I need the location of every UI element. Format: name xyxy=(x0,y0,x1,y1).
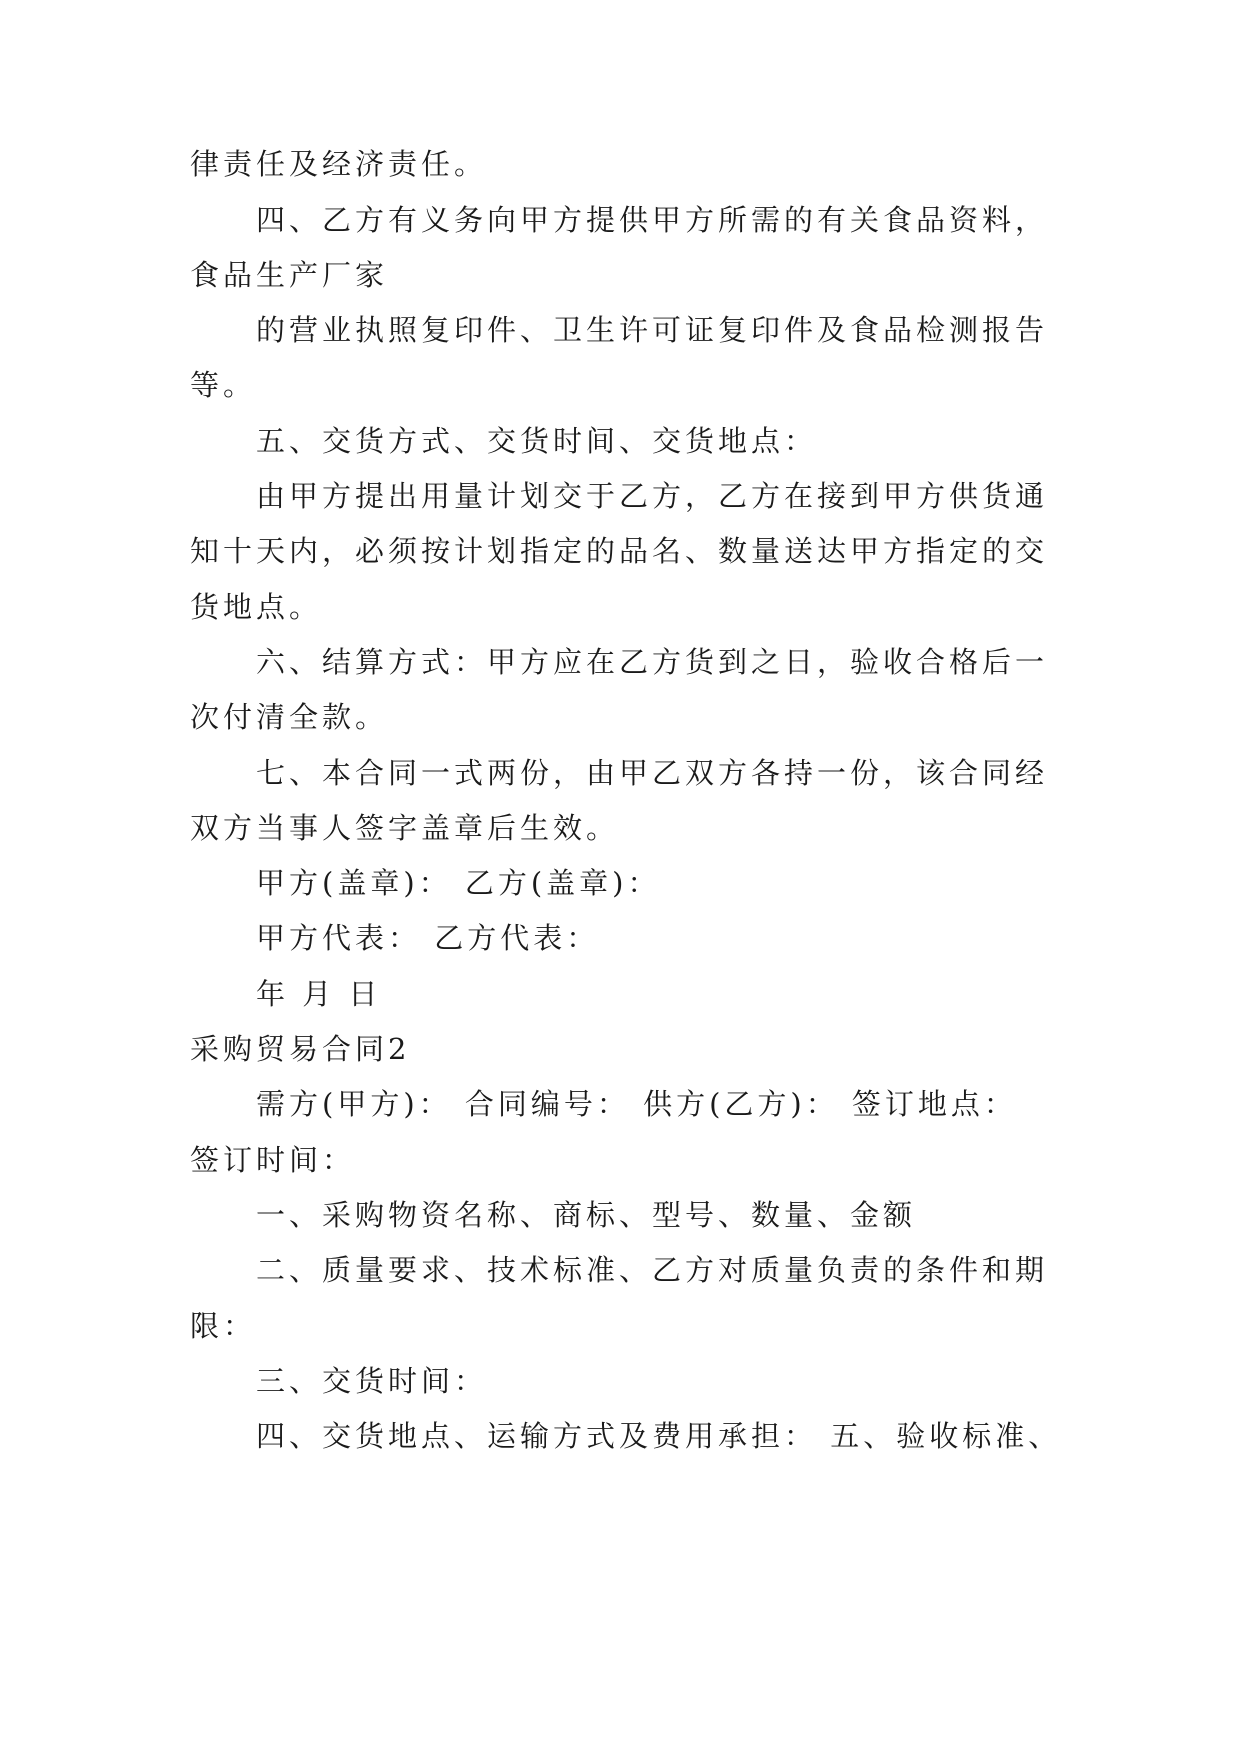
text-line: 四、乙方有义务向甲方提供甲方所需的有关食品资料， xyxy=(256,203,1049,237)
section-heading: 五、交货方式、交货时间、交货地点： xyxy=(256,424,818,458)
text-line: 限： xyxy=(190,1309,257,1343)
text-line: 食品生产厂家 xyxy=(190,258,389,292)
text-line: 需方(甲方)： 合同编号： 供方(乙方)： 签订地点： xyxy=(256,1087,1017,1121)
text-line: 律责任及经济责任。 xyxy=(190,147,488,181)
text-line: 双方当事人签字盖章后生效。 xyxy=(190,811,620,845)
signature-line: 甲方(盖章)： 乙方(盖章)： xyxy=(256,866,661,900)
text-line: 六、结算方式：甲方应在乙方货到之日，验收合格后一 xyxy=(256,645,1049,679)
text-line: 签订时间： xyxy=(190,1143,356,1177)
text-line: 等。 xyxy=(190,368,257,402)
text-line: 货地点。 xyxy=(190,590,323,624)
representative-line: 甲方代表： 乙方代表： xyxy=(256,921,600,955)
text-line: 一、采购物资名称、商标、型号、数量、金额 xyxy=(256,1198,917,1232)
text-line: 次付清全款。 xyxy=(190,700,389,734)
text-line: 四、交货地点、运输方式及费用承担： 五、验收标准、 xyxy=(256,1419,1062,1453)
text-line: 由甲方提出用量计划交于乙方，乙方在接到甲方供货通 xyxy=(256,479,1049,513)
text-line: 知十天内，必须按计划指定的品名、数量送达甲方指定的交 xyxy=(190,534,1049,568)
text-line: 的营业执照复印件、卫生许可证复印件及食品检测报告 xyxy=(256,313,1049,347)
text-line: 三、交货时间： xyxy=(256,1364,488,1398)
text-line: 七、本合同一式两份，由甲乙双方各持一份，该合同经 xyxy=(256,756,1049,790)
contract-title: 采购贸易合同2 xyxy=(190,1032,411,1066)
date-line: 年 月 日 xyxy=(256,977,382,1011)
text-line: 二、质量要求、技术标准、乙方对质量负责的条件和期 xyxy=(256,1253,1049,1287)
